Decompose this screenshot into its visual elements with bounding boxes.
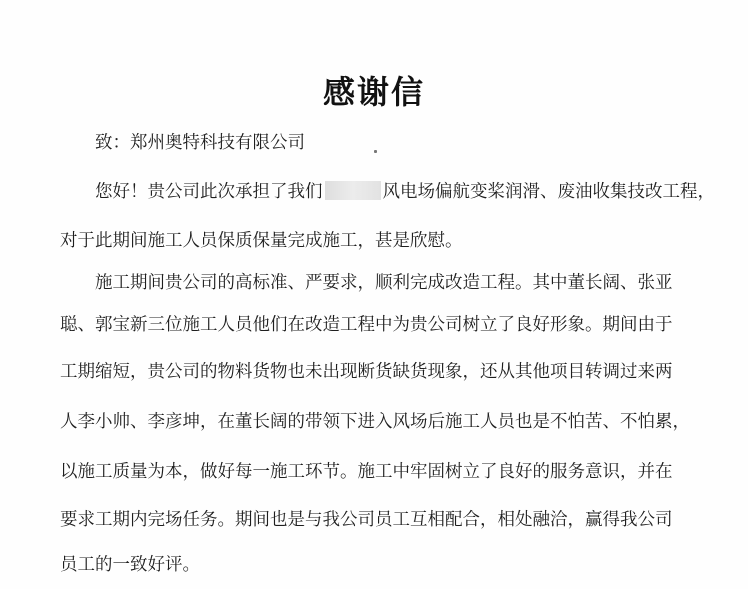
p1-line1-after: 风电场偏航变桨润滑、废油收集技改工程， (382, 182, 715, 202)
paragraph-1-line-2: 对于此期间施工人员保质保量完成施工，甚是欣慰。 (60, 231, 463, 251)
paragraph-2-line-2: 聪、郭宝新三位施工人员他们在改造工程中为贵公司树立了良好形象。期间由于 (60, 315, 673, 335)
paragraph-2-line-6: 要求工期内完场任务。期间也是与我公司员工互相配合，相处融洽，赢得我公司 (60, 510, 673, 530)
salutation: 致：郑州奥特科技有限公司 (95, 133, 305, 153)
p1-line1-before: 您好！贵公司此次承担了我们 (95, 182, 323, 202)
paragraph-2-line-7: 员工的一致好评。 (60, 555, 200, 575)
redacted-name-block (325, 181, 381, 200)
scan-speck (374, 150, 377, 153)
paragraph-1-line-1 (95, 180, 715, 204)
paragraph-2-line-3: 工期缩短，贵公司的物料货物也未出现断货缺货现象，还从其他项目转调过来两 (60, 362, 673, 382)
paragraph-2-line-4: 人李小帅、李彦坤，在董长阔的带领下进入风场后施工人员也是不怕苦、不怕累， (60, 412, 690, 432)
paragraph-2-line-1: 施工期间贵公司的高标准、严要求，顺利完成改造工程。其中董长阔、张亚 (95, 273, 673, 293)
paragraph-2-line-5: 以施工质量为本，做好每一施工环节。施工中牢固树立了良好的服务意识，并在 (60, 462, 673, 482)
letter-title: 感谢信 (322, 73, 425, 111)
